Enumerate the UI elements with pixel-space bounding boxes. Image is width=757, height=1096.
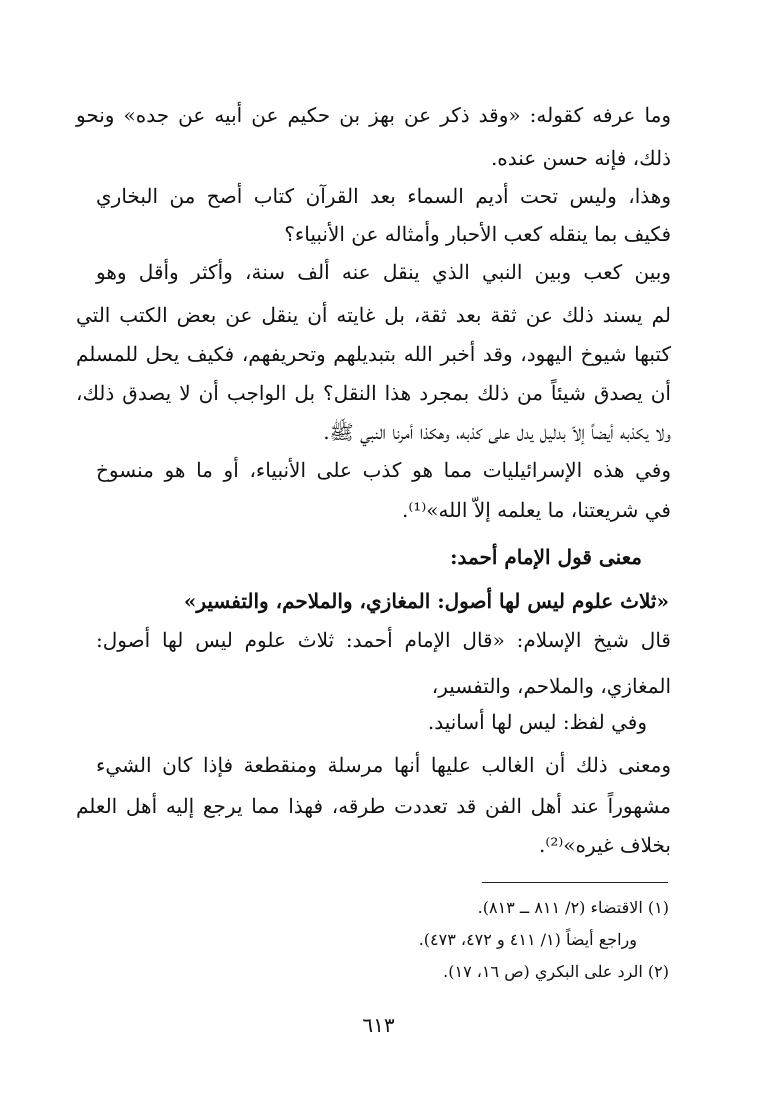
page-number: ٦١٣ (362, 1013, 395, 1037)
body-line-2: ذلك، فإنه حسن عنده. (490, 146, 671, 170)
footnote-separator (482, 882, 668, 883)
quote-heading: «ثلاث علوم ليس لها أصول: المغازي، والملاحم، والتفسير» (183, 589, 669, 613)
body-line-11: في شريعتنا، ما يعلمه إلاّ الله»⁽¹⁾. (402, 498, 671, 522)
body-line-3: وهذا، وليس تحت أديم السماء بعد القرآن كتاب أصح من البخاري (96, 184, 671, 208)
body-line-4: فكيف بما ينقله كعب الأحبار وأمثاله عن الأنبياء؟ (284, 222, 671, 246)
body-line-7: كتبها شيوخ اليهود، وقد أخبر الله بتبديلهم وتحريفهم، فكيف يحل للمسلم (76, 342, 671, 366)
body-line-1: وما عرفه كقوله: «وقد ذكر عن بهز بن حكيم عن أبيه عن جده» ونحو (76, 103, 671, 127)
footnote-1: (١) الاقتضاء (٢/ ٨١١ ــ ٨١٣). (477, 898, 669, 917)
body-line-5: وبين كعب وبين النبي الذي ينقل عنه ألف سنة، وأكثر وأقل وهو (96, 260, 671, 284)
body-line-8: أن يصدق شيئاً من ذلك بمجرد هذا النقل؟ بل الواجب أن لا يصدق ذلك، (76, 381, 671, 405)
body-line-12: قال شيخ الإسلام: «قال الإمام أحمد: ثلاث علوم ليس لها أصول: (96, 628, 671, 652)
body-line-10: وفي هذه الإسرائيليات مما هو كذب على الأنبياء، أو ما هو منسوخ (96, 458, 671, 482)
body-line-17: بخلاف غيره»⁽²⁾. (539, 833, 671, 857)
body-line-14: وفي لفظ: ليس لها أسانيد. (427, 710, 647, 734)
footnote-1-continued: وراجع أيضاً (١/ ٤١١ و ٤٧٢، ٤٧٣). (418, 930, 637, 949)
footnote-2: (٢) الرد على البكري (ص ١٦، ١٧). (443, 962, 669, 981)
body-line-13: المغازي، والملاحم، والتفسير، (431, 674, 671, 698)
body-line-15: ومعنى ذلك أن الغالب عليها أنها مرسلة ومنقطعة فإذا كان الشيء (96, 753, 671, 777)
body-line-6: لم يسند ذلك عن ثقة بعد ثقة، بل غايته أن ينقل عن بعض الكتب التي (76, 303, 671, 327)
body-line-9: ولا يكذبه أيضاً إلاّ بدليل يدل على كذبه، وهكذا أمرنا النبي ﷺ. (323, 420, 671, 444)
body-line-16: مشهوراً عند أهل الفن قد تعددت طرقه، فهذا مما يرجع إليه أهل العلم (76, 794, 671, 818)
section-heading: معنى قول الإمام أحمد: (450, 545, 642, 569)
